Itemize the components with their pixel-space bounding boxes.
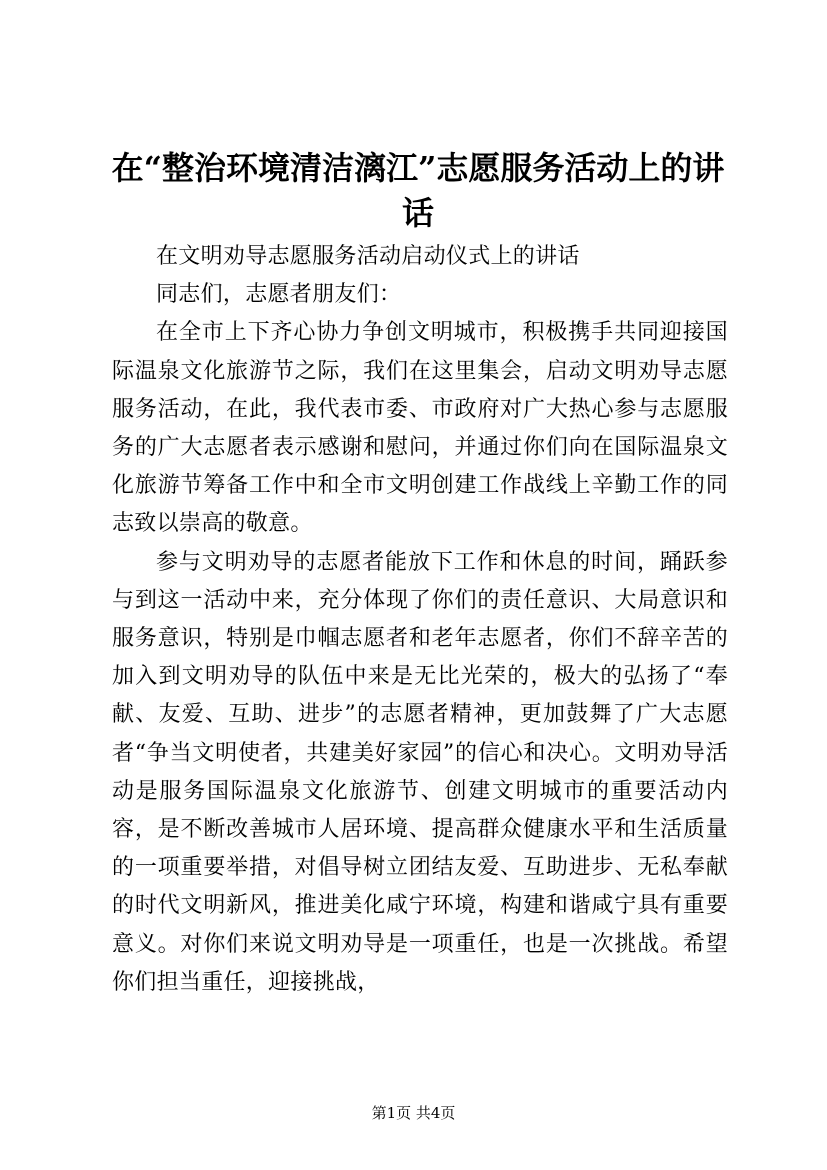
- subtitle-paragraph: 在文明劝导志愿服务活动启动仪式上的讲话: [156, 244, 580, 269]
- document-body: [112, 238, 728, 1002]
- body-paragraph: 参与文明劝导的志愿者能放下工作和休息的时间，踊跃参与到这一活动中来，充分体现了你们的责任意识、大局意识和服务意识，特别是巾帼志愿者和老年志愿者，你们不辞辛苦的加入到文明劝导的队伍中来是无比光荣的，极大的弘扬了“奉献、友爱、互助、进步”的志愿者精神，更加鼓舞了广大志愿者“争当文明使者，共建美好家园”的信心和决心。文明劝导活动是服务国际温泉文化旅游节、创建文明城市的重要活动内容，是不断改善城市人居环境、提高群众健康水平和生活质量的一项重要举措，对倡导树立团结友爱、互助进步、无私奉献的时代文明新风，推进美化咸宁环境，构建和谐咸宁具有重要意义。对你们来说文明劝导是一项重任，也是一次挑战。希望你们担当重任，迎接挑战，: [112, 549, 728, 995]
- salutation-paragraph: 同志们，志愿者朋友们：: [156, 282, 402, 308]
- body-paragraph: 在全市上下齐心协力争创文明城市，积极携手共同迎接国际温泉文化旅游节之际，我们在这里集会，启动文明劝导志愿服务活动，在此，我代表市委、市政府对广大热心参与志愿服务的广大志愿者表示感谢和慰问，并通过你们向在国际温泉文化旅游节筹备工作中和全市文明创建工作战线上辛勤工作的同志致以崇高的敬意。: [112, 320, 728, 537]
- document-title: 在“整治环境清洁漓江”志愿服务活动上的讲话: [111, 149, 725, 232]
- page-number-footer: 第1页 共4页: [371, 1104, 456, 1122]
